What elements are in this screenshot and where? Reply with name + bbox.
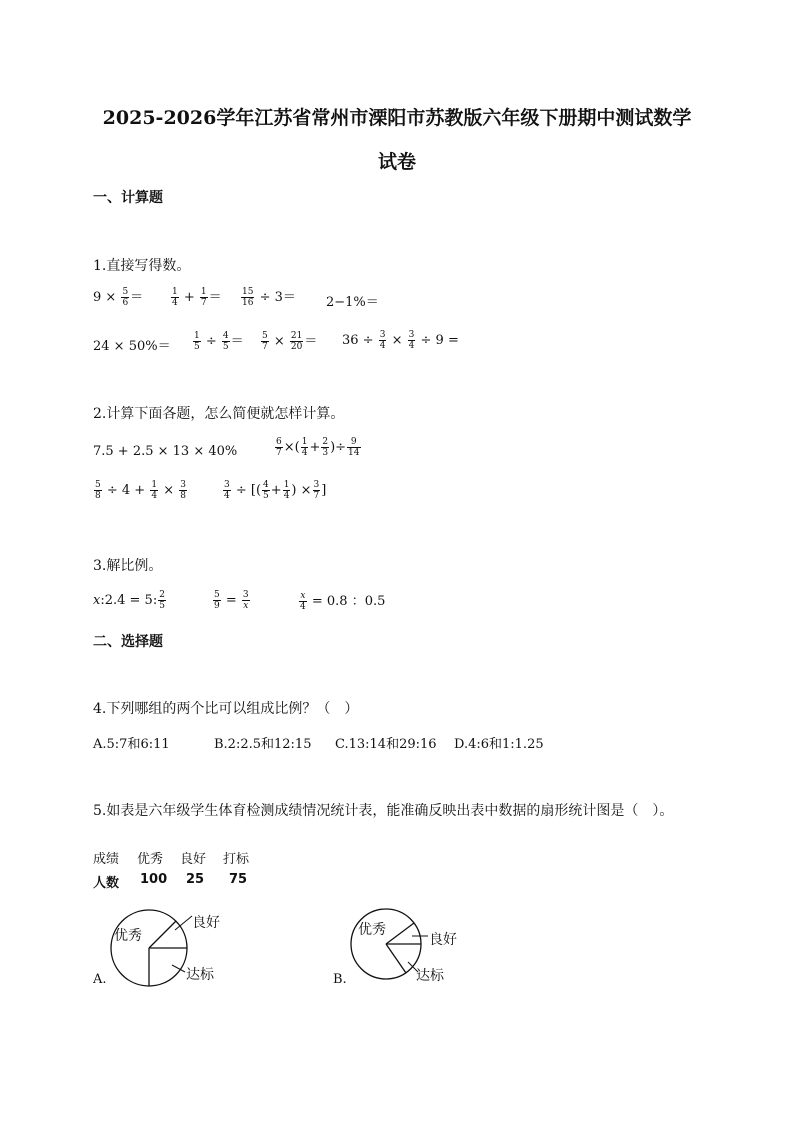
q3-expr-2: $\frac{5}{9}$ = $\frac{3}{x}$ <box>214 590 249 611</box>
question-4-prompt: 4.下列哪组的两个比可以组成比例？（ ） <box>93 701 359 717</box>
pie-a-radius-upper <box>149 921 176 948</box>
q4-option-c[interactable]: C.13:14和29:16 <box>335 737 437 752</box>
q3-expr-3: $\frac{x}{4}$ = 0.8 ：0.5 <box>300 591 386 612</box>
q5-table-header-0: 成绩 <box>93 852 120 867</box>
q5-table-header-3: 打标 <box>223 852 250 867</box>
q2-expr-4: $\frac{3}{4}$ ÷ [( $\frac{4}{5}$ + $\frac{1}{4}$ ) × $\frac{3}{7}$ ] <box>224 480 327 501</box>
section-heading-choice: 二、选择题 <box>93 634 163 650</box>
pie-a-label-good: 良好 <box>192 915 220 931</box>
q4-option-d[interactable]: D.4:6和1:1.25 <box>454 737 544 752</box>
q5-option-a[interactable]: A. <box>93 972 107 987</box>
question-1-prompt: 1.直接写得数。 <box>93 258 191 274</box>
q5-table-header-2: 良好 <box>180 852 207 867</box>
q5-table-header-1: 优秀 <box>137 852 164 867</box>
pie-b-radius-lower <box>386 944 406 973</box>
pie-b-label-standard: 达标 <box>416 968 444 984</box>
q2-expr-2: $\frac{6}{7}$ ×( $\frac{1}{4}$ + $\frac{2}{3}$ )÷ $\frac{9}{14}$ <box>276 437 360 458</box>
pie-b-radius-upper <box>386 923 414 944</box>
q5-table-cell-standard: 75 <box>229 872 248 887</box>
q1-expr-8: 36 ÷ $\frac{3}{4}$ × $\frac{3}{4}$ ÷ 9 = <box>342 330 459 351</box>
q3-expr-1: x:2.4 = 5: $\frac{2}{5}$ <box>93 590 165 611</box>
question-5-prompt: 5.如表是六年级学生体育检测成绩情况统计表，能准确反映出表中数据的扇形统计图是（ ）。 <box>93 803 674 819</box>
q1-expr-4: 2−1%＝ <box>326 295 379 310</box>
q5-option-b[interactable]: B. <box>333 972 347 987</box>
q5-table-cell-excellent: 100 <box>140 872 168 887</box>
q1-expr-3: $\frac{15}{16}$ ÷ 3＝ <box>242 287 296 308</box>
q4-option-b[interactable]: B.2:2.5和12:15 <box>214 737 312 752</box>
q1-expr-7: $\frac{5}{7}$ × $\frac{21}{20}$ ＝ <box>262 331 318 352</box>
q2-expr-3: $\frac{5}{8}$ ÷ 4 + $\frac{1}{4}$ × $\frac{3}{8}$ <box>95 480 186 501</box>
page-title-line2: 试卷 <box>377 151 416 173</box>
q1-expr-6: $\frac{1}{5}$ ÷ $\frac{4}{5}$ ＝ <box>194 331 244 352</box>
question-3-prompt: 3.解比例。 <box>93 558 163 574</box>
pie-a-label-standard: 达标 <box>186 967 214 983</box>
q5-table-cell-good: 25 <box>186 872 205 887</box>
pie-b-label-good: 良好 <box>429 932 457 948</box>
question-2-prompt: 2.计算下面各题，怎么简便就怎样计算。 <box>93 406 345 422</box>
q1-expr-2: $\frac{1}{4}$ + $\frac{1}{7}$ ＝ <box>172 287 222 308</box>
q1-expr-5: 24 × 50%＝ <box>93 339 171 354</box>
pie-a-label-excellent: 优秀 <box>114 928 142 944</box>
q4-option-a[interactable]: A.5:7和6:11 <box>93 737 170 752</box>
q2-expr-1: 7.5 + 2.5 × 13 × 40% <box>93 444 238 459</box>
q1-expr-1: 9 × $\frac{5}{6}$ ＝ <box>93 287 144 308</box>
q5-table-row-label: 人数 <box>93 876 120 891</box>
page-title: 2025-2026学年江苏省常州市溧阳市苏教版六年级下册期中测试数学 <box>102 107 692 129</box>
section-heading-calculation: 一、计算题 <box>93 190 163 206</box>
pie-b-label-excellent: 优秀 <box>358 922 386 938</box>
